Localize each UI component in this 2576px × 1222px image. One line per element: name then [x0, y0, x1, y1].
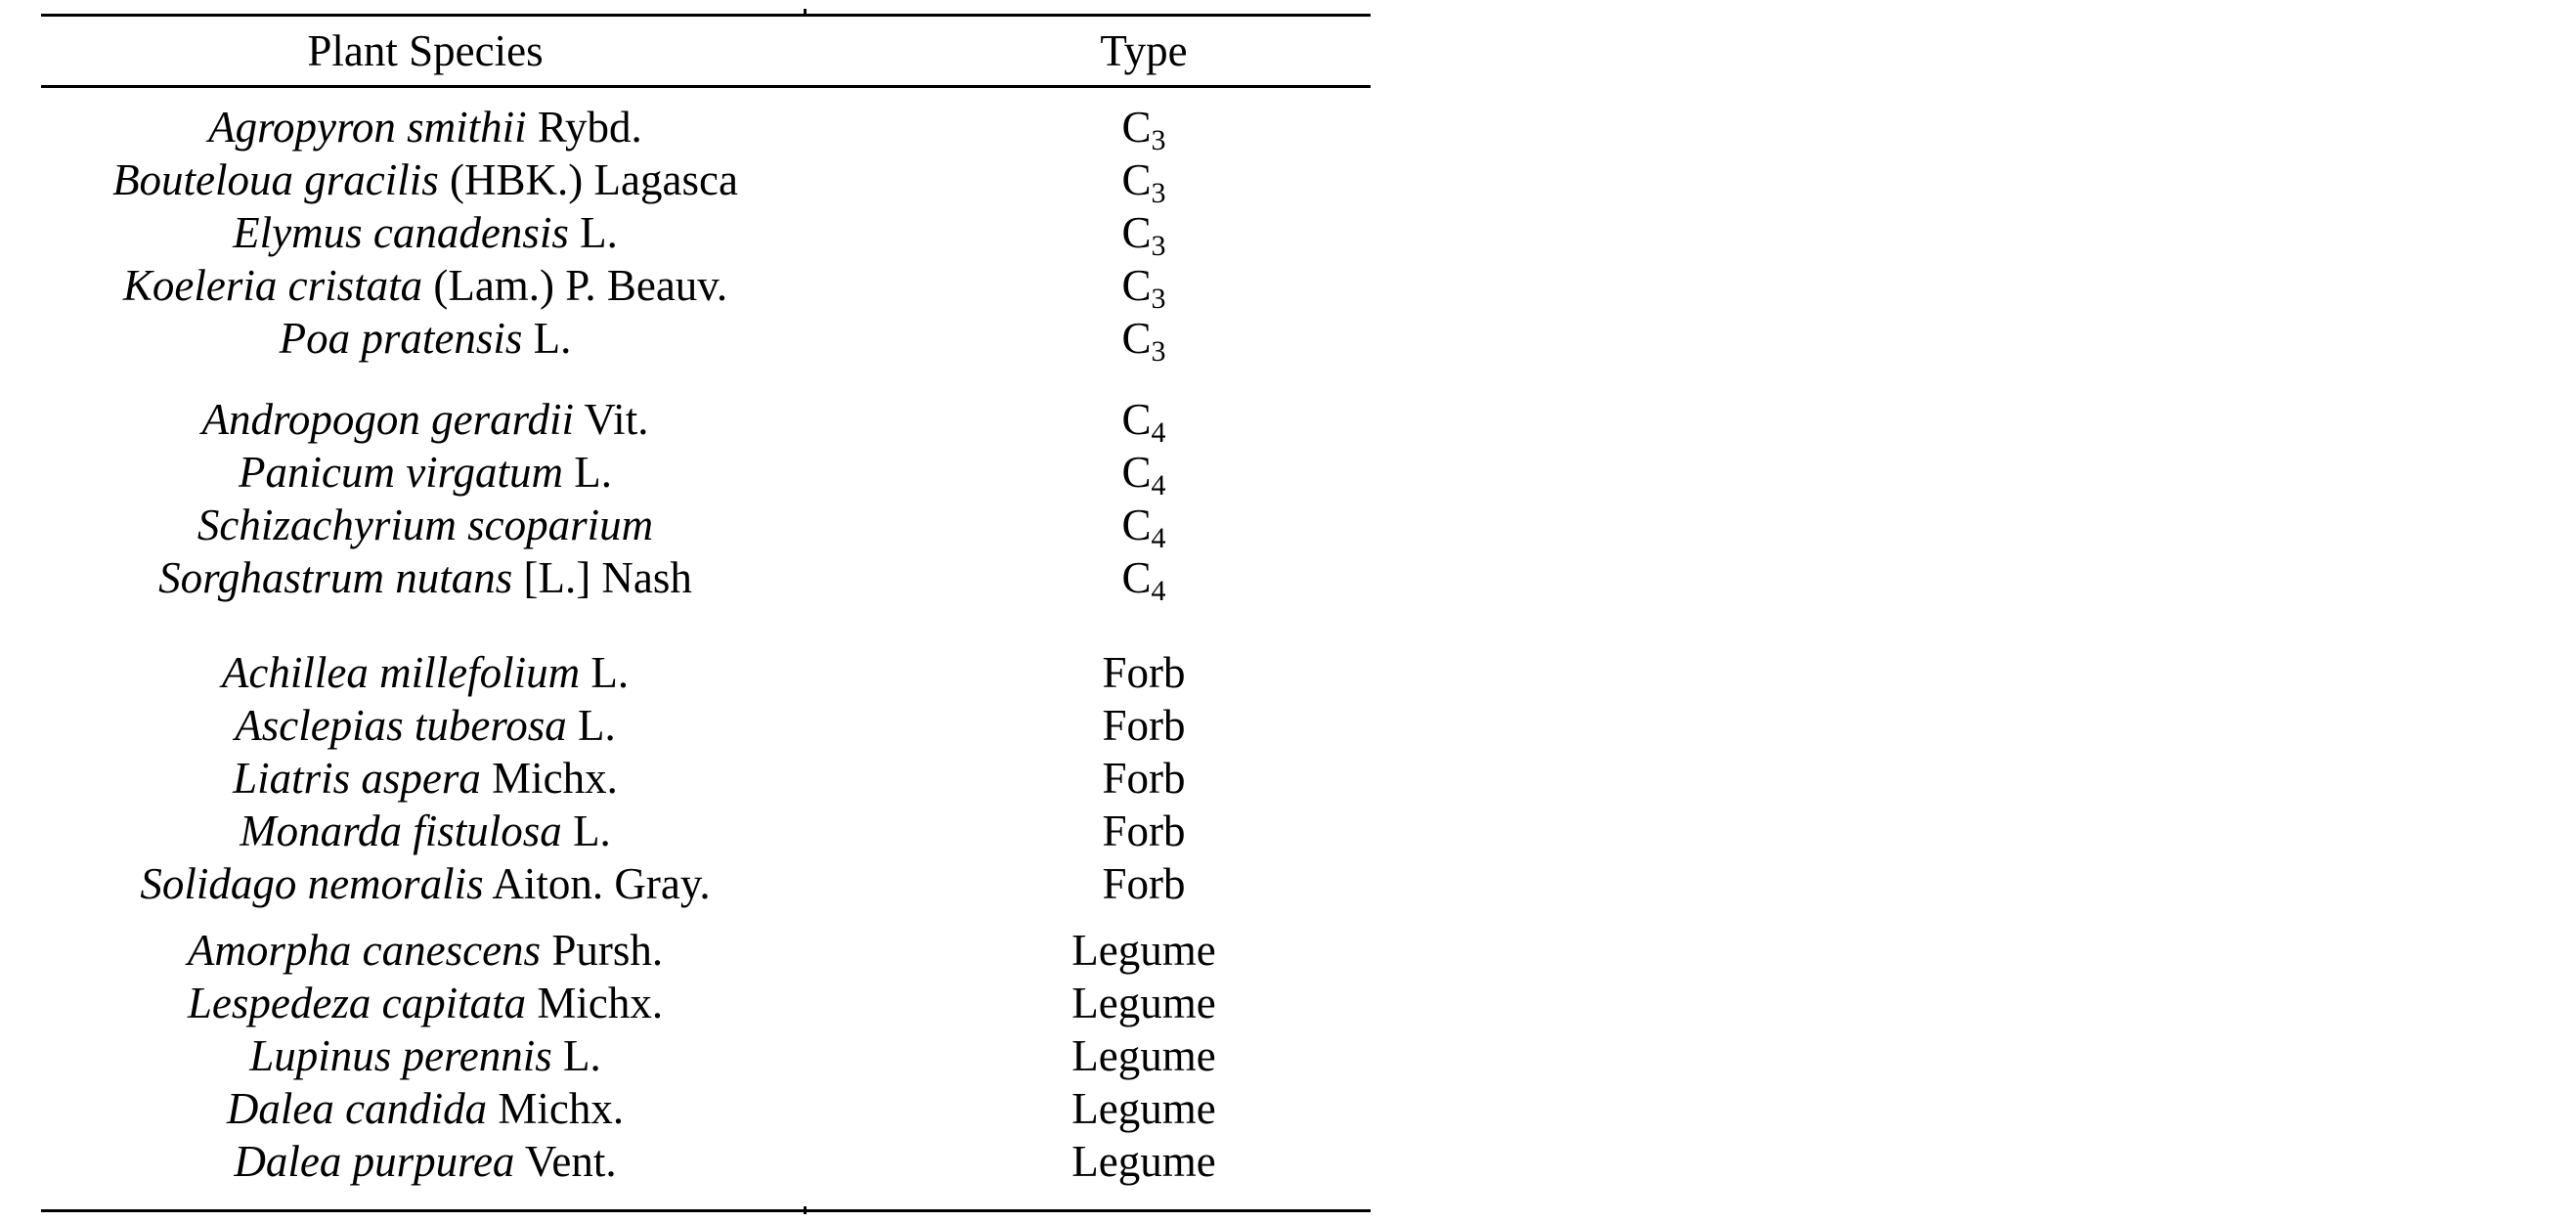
species-name: Poa pratensis	[279, 314, 523, 363]
type-value: C	[1121, 208, 1152, 257]
species-name: Agropyron smithii	[208, 103, 527, 152]
species-name: Lespedeza capitata	[187, 979, 527, 1027]
species-name: Amorpha canescens	[187, 926, 542, 975]
species-name: Liatris aspera	[233, 754, 481, 803]
species-cell	[41, 809, 809, 853]
species-name: Bouteloua gracilis	[112, 155, 439, 204]
species-cell	[41, 314, 809, 363]
type-value: C	[1121, 103, 1152, 152]
type-value: Legume	[1071, 1031, 1216, 1080]
species-name: Sorghastrum nutans	[158, 553, 513, 602]
type-cell	[978, 926, 1310, 975]
type-cell	[978, 103, 1310, 156]
species-name: Dalea purpurea	[234, 1137, 515, 1186]
species-cell	[41, 448, 809, 497]
species-cell	[41, 926, 809, 975]
type-value: Forb	[1102, 754, 1186, 803]
species-name: Koeleria cristata	[122, 261, 423, 310]
species-authority: L.	[533, 314, 572, 363]
type-value: Legume	[1071, 1084, 1216, 1133]
species-authority: Rybd.	[537, 103, 642, 152]
species-authority: Vent.	[524, 1137, 617, 1186]
type-value: C	[1121, 261, 1152, 310]
type-cell	[978, 208, 1310, 262]
species-name: Lupinus perennis	[249, 1031, 552, 1080]
type-value: Forb	[1102, 807, 1186, 855]
type-cell	[978, 155, 1310, 209]
species-cell	[41, 1084, 809, 1133]
table-bottom-tick	[804, 1206, 807, 1214]
type-value: C	[1121, 155, 1152, 204]
species-cell	[41, 859, 809, 908]
type-subscript: 4	[1151, 575, 1166, 607]
type-value: Forb	[1102, 701, 1186, 750]
table-top-rule	[41, 14, 1371, 17]
species-name: Solidago nemoralis	[140, 859, 484, 908]
type-cell	[978, 1137, 1310, 1186]
type-value: Forb	[1102, 648, 1186, 697]
species-cell	[41, 261, 809, 310]
species-authority: Michx.	[537, 979, 664, 1027]
type-cell	[978, 261, 1310, 315]
species-cell	[41, 155, 809, 204]
species-authority: Pursh.	[551, 926, 664, 975]
species-name: Andropogon gerardii	[201, 395, 574, 444]
species-cell	[41, 208, 809, 257]
type-value: Legume	[1071, 1137, 1216, 1186]
type-subscript: 4	[1151, 469, 1166, 502]
species-authority: (HBK.) Lagasca	[450, 155, 738, 204]
species-cell	[41, 979, 809, 1027]
species-authority: Aiton. Gray.	[492, 859, 711, 908]
type-cell	[978, 448, 1310, 502]
type-cell	[978, 754, 1310, 803]
type-cell	[978, 314, 1310, 368]
type-cell	[978, 501, 1310, 554]
type-value: C	[1121, 448, 1152, 497]
type-cell	[978, 648, 1310, 697]
species-authority: L.	[574, 448, 613, 497]
type-subscript: 3	[1151, 335, 1166, 368]
type-value: Forb	[1102, 859, 1186, 908]
type-value: C	[1121, 314, 1152, 363]
species-cell	[41, 648, 809, 697]
type-cell	[978, 979, 1310, 1027]
species-authority: Michx.	[492, 754, 618, 803]
species-name: Monarda fistulosa	[240, 807, 562, 855]
species-authority: L.	[590, 648, 630, 697]
type-value: C	[1121, 501, 1152, 549]
type-cell	[978, 701, 1310, 750]
type-subscript: 3	[1151, 177, 1166, 209]
type-cell	[978, 1031, 1310, 1080]
type-subscript: 4	[1151, 416, 1166, 449]
species-name: Panicum virgatum	[238, 448, 564, 497]
species-cell	[41, 754, 809, 803]
header-rule	[41, 85, 1371, 88]
species-name: Elymus canadensis	[233, 208, 569, 257]
type-cell	[978, 809, 1310, 853]
column-header-species: Plant Species	[307, 26, 544, 75]
species-authority: L.	[563, 1031, 601, 1080]
type-cell	[978, 553, 1310, 607]
species-authority: Michx.	[498, 1084, 625, 1133]
species-name: Dalea candida	[226, 1084, 488, 1133]
type-subscript: 3	[1151, 124, 1166, 156]
species-cell	[41, 395, 809, 444]
species-authority: Vit.	[584, 395, 649, 444]
table-bottom-rule	[41, 1209, 1371, 1212]
species-name: Achillea millefolium	[221, 648, 581, 697]
type-value: C	[1121, 395, 1152, 444]
type-subscript: 3	[1151, 230, 1166, 262]
type-value: Legume	[1071, 926, 1216, 975]
species-cell	[41, 103, 809, 152]
species-cell	[41, 1137, 809, 1186]
species-authority: L.	[573, 807, 611, 855]
species-cell	[41, 503, 809, 547]
species-authority: [L.] Nash	[523, 553, 692, 602]
species-cell	[41, 553, 809, 602]
type-subscript: 3	[1151, 283, 1166, 315]
table-top-tick	[804, 9, 807, 17]
type-cell	[978, 1084, 1310, 1133]
type-value: C	[1121, 553, 1152, 602]
species-authority: (Lam.) P. Beauv.	[433, 261, 728, 310]
type-cell	[978, 395, 1310, 449]
species-name: Asclepias tuberosa	[235, 701, 567, 750]
species-cell	[41, 1031, 809, 1080]
species-name: Schizachyrium scoparium	[196, 501, 654, 549]
type-subscript: 4	[1151, 522, 1166, 554]
column-header-type: Type	[1100, 26, 1188, 75]
species-authority: L.	[580, 208, 618, 257]
species-authority: L.	[578, 701, 616, 750]
species-cell	[41, 701, 809, 750]
type-cell	[978, 859, 1310, 908]
type-value: Legume	[1071, 979, 1216, 1027]
